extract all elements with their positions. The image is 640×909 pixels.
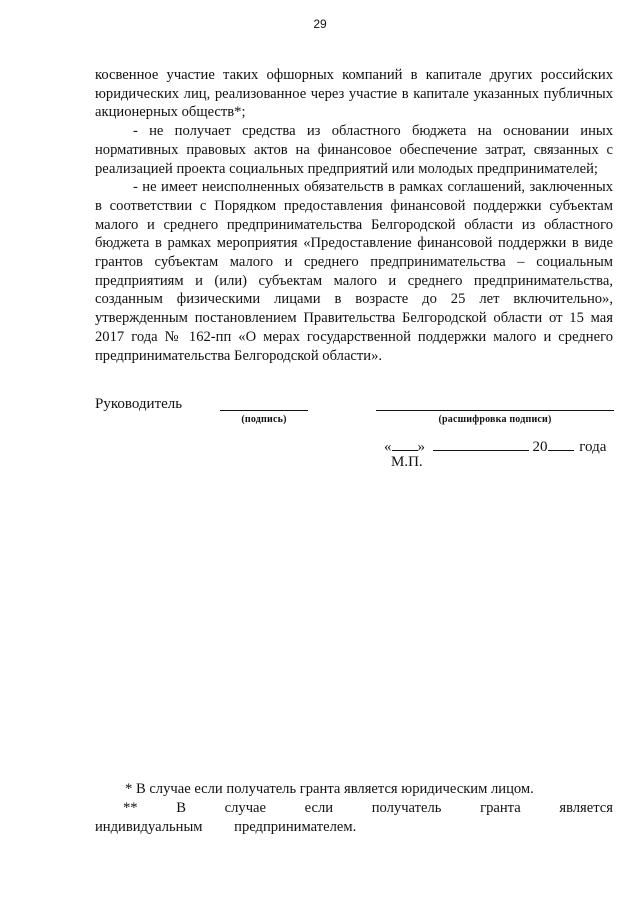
date-close-quote: » xyxy=(417,439,425,455)
signature-caption: (подпись) xyxy=(241,414,287,425)
month-blank xyxy=(433,436,529,451)
footnote-legal-entity: * В случае если получатель гранта является юридическим лицом. xyxy=(125,781,534,797)
signatory-label: Руководитель xyxy=(95,396,183,412)
stamp-place-label: М.П. xyxy=(391,454,423,470)
year-blank xyxy=(548,436,574,451)
name-decoding-line xyxy=(376,410,614,411)
footnotes xyxy=(95,780,613,837)
footnote-individual-entrepreneur: ** В случае если получатель гранта является индивидуальным предпринимателем. xyxy=(95,800,613,835)
paragraph-offshore-participation: косвенное участие таких офшорных компаний в капитале других российских юридических лиц, реализованное через участие в капитале указанных публичных акционерных обществ*; xyxy=(95,67,613,121)
signature-line xyxy=(220,410,308,411)
name-decoding-caption: (расшифровка подписи) xyxy=(438,414,552,425)
day-blank xyxy=(392,436,418,451)
date-open-quote: « xyxy=(384,439,392,455)
date-field xyxy=(384,436,606,456)
year-prefix: 20 xyxy=(532,439,548,455)
page-number: 29 xyxy=(313,17,327,31)
paragraph-no-regional-funds: - не получает средства из областного бюджета на основании иных нормативных правовых актов на финансовое обеспечение затрат, связанных с реализацией проекта социальных предприятий или молодых предпринимателей; xyxy=(95,123,613,177)
paragraph-no-unfulfilled-obligations: - не имеет неисполненных обязательств в рамках соглашений, заключенных в соответствии с Порядком предоставления финансовой поддержки субъектам малого и среднего предпринимательства Белгородской области из областного бюджета в рамках мероприятия «Предоставление финансовой поддержки в виде грантов субъектам малого и среднего предпринимательства – социальным предприятиям и (или) субъектам малого и среднего предпринимательства, созданным физическими лицами в возрасте до 25 лет включительно», утвержденным постановлением Правительства Белгородской области от 15 мая 2017 года № 162-пп «О мерах государственной поддержки малого и среднего предпринимательства Белгородской области». xyxy=(95,179,613,364)
document-body xyxy=(95,66,613,365)
year-word: года xyxy=(579,439,607,455)
